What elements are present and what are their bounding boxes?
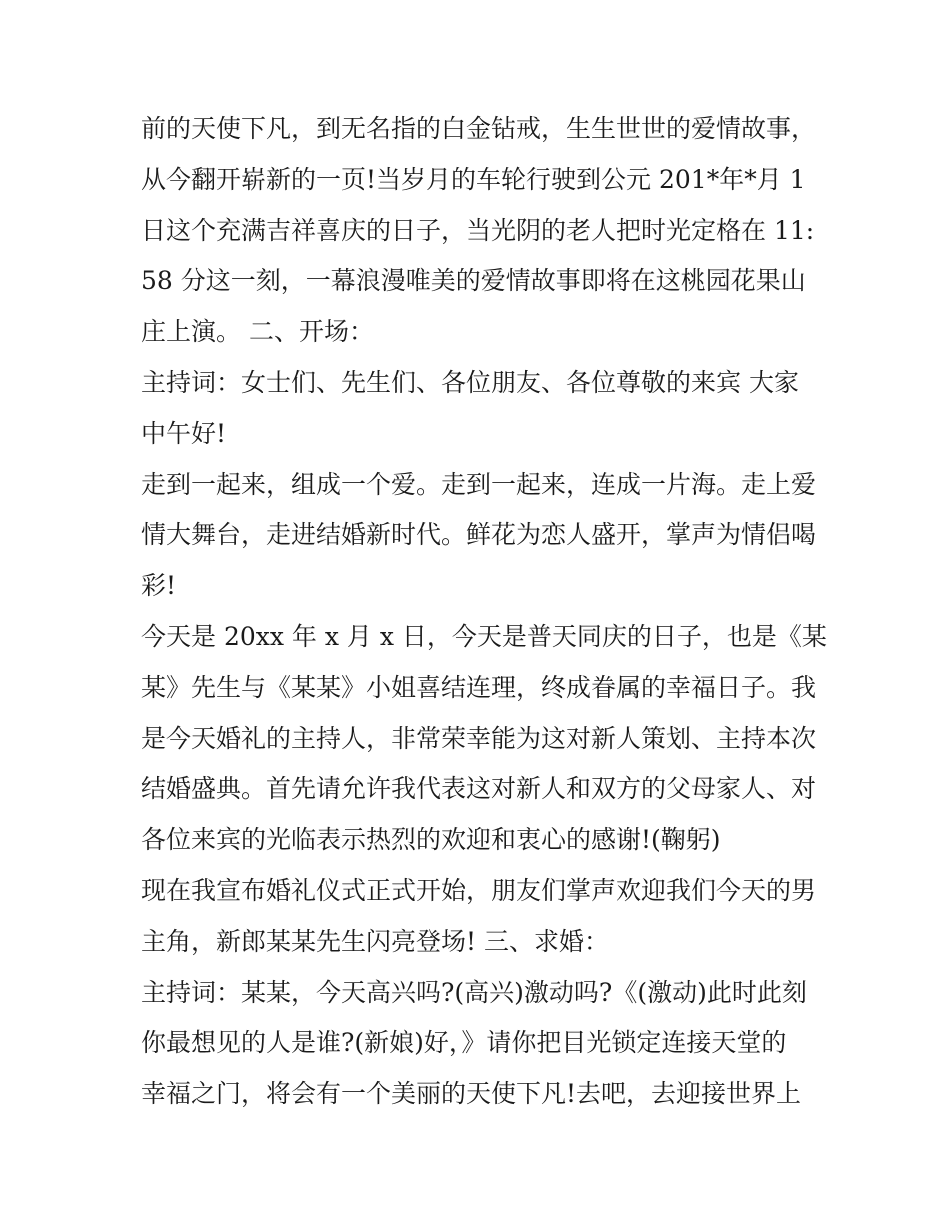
text-line-7: 中午好!: [141, 418, 227, 448]
text-line-17: 主角，新郎某某先生闪亮登场! 三、求婚：: [141, 926, 609, 956]
text-line-20: 幸福之门，将会有一个美丽的天使下凡!去吧，去迎接世界上: [141, 1079, 802, 1109]
text-line-14: 结婚盛典。首先请允许我代表这对新人和双方的父母家人、对: [141, 774, 817, 804]
text-line-4: 58 分这一刻，一幕浪漫唯美的爱情故事即将在这桃园花果山: [141, 266, 806, 296]
text-line-11: 今天是 20xx 年 x 月 x 日，今天是普天同庆的日子，也是《某: [141, 621, 827, 651]
text-line-10: 彩!: [141, 571, 177, 601]
text-line-9: 情大舞台，走进结婚新时代。鲜花为恋人盛开，掌声为情侣喝: [141, 520, 817, 550]
text-line-2: 从今翻开崭新的一页!当岁月的车轮行驶到公元 201*年*月 1: [141, 164, 806, 194]
text-line-15: 各位来宾的光临表示热烈的欢迎和衷心的感谢!(鞠躬): [141, 825, 721, 855]
text-line-13: 是今天婚礼的主持人，非常荣幸能为这对新人策划、主持本次: [141, 723, 817, 753]
text-line-12: 某》先生与《某某》小姐喜结连理，终成眷属的幸福日子。我: [141, 672, 817, 702]
text-line-1: 前的天使下凡，到无名指的白金钻戒，生生世世的爱情故事，: [141, 114, 817, 143]
text-line-19: 你最想见的人是谁?(新娘)好，》请你把目光锁定连接天堂的: [141, 1028, 787, 1058]
text-line-6: 主持词：女士们、先生们、各位朋友、各位尊敬的来宾 大家: [141, 367, 799, 397]
text-line-18: 主持词：某某，今天高兴吗?(高兴)激动吗?《(激动)此时此刻: [141, 977, 807, 1007]
text-line-16: 现在我宣布婚礼仪式正式开始，朋友们掌声欢迎我们今天的男: [141, 875, 817, 905]
text-line-8: 走到一起来，组成一个爱。走到一起来，连成一片海。走上爱: [141, 469, 817, 499]
text-line-3: 日这个充满吉祥喜庆的日子，当光阴的老人把时光定格在 11:: [141, 215, 815, 245]
document-body: [141, 104, 831, 1120]
text-line-5: 庄上演。 二、开场：: [141, 317, 374, 347]
